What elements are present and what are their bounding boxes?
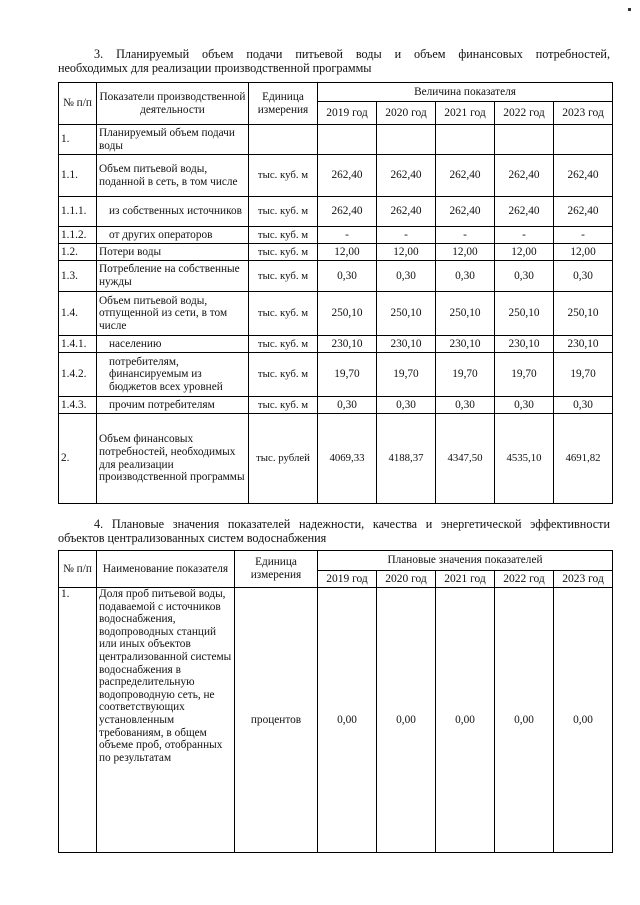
row-value: - xyxy=(318,227,377,244)
section-4-heading xyxy=(58,517,610,545)
table-row xyxy=(59,397,613,414)
row-value: 230,10 xyxy=(318,336,377,353)
table-row xyxy=(59,227,613,244)
row-num: 2. xyxy=(59,414,97,504)
row-value: 262,40 xyxy=(495,197,554,227)
row-value: 262,40 xyxy=(554,155,613,197)
row-value: 12,00 xyxy=(377,244,436,261)
row-num: 1.2. xyxy=(59,244,97,261)
row-value: 4069,33 xyxy=(318,414,377,504)
row-value xyxy=(436,125,495,155)
header-num: № п/п xyxy=(59,83,97,125)
header-year: 2023 год xyxy=(554,571,613,588)
row-value: 0,30 xyxy=(495,261,554,292)
row-name: Объем финансовых потребностей, необходимых для реализации производственной программы xyxy=(97,414,249,504)
row-value: 250,10 xyxy=(318,292,377,336)
row-unit: тыс. куб. м xyxy=(249,353,318,397)
row-num: 1.4.3. xyxy=(59,397,97,414)
header-year: 2020 год xyxy=(377,102,436,125)
table-row xyxy=(59,197,613,227)
row-value: 262,40 xyxy=(495,155,554,197)
row-value: 262,40 xyxy=(436,197,495,227)
header-year: 2022 год xyxy=(495,571,554,588)
row-num: 1.3. xyxy=(59,261,97,292)
section-3-heading xyxy=(58,47,610,75)
header-unit: Единица измерения xyxy=(249,83,318,125)
row-value: 0,30 xyxy=(495,397,554,414)
row-value: 230,10 xyxy=(436,336,495,353)
row-value: - xyxy=(436,227,495,244)
table-row xyxy=(59,155,613,197)
row-value: 0,00 xyxy=(377,588,436,853)
row-value: - xyxy=(495,227,554,244)
header-year: 2022 год xyxy=(495,102,554,125)
row-value: 12,00 xyxy=(495,244,554,261)
row-value: 19,70 xyxy=(554,353,613,397)
table-row xyxy=(59,125,613,155)
row-value: 262,40 xyxy=(436,155,495,197)
header-indicator: Показатели производственной деятельности xyxy=(97,83,249,125)
row-name: Потери воды xyxy=(97,244,249,261)
row-unit: тыс. куб. м xyxy=(249,397,318,414)
row-unit: тыс. куб. м xyxy=(249,261,318,292)
header-year: 2023 год xyxy=(554,102,613,125)
row-value: 0,00 xyxy=(318,588,377,853)
row-num: 1.1.2. xyxy=(59,227,97,244)
row-value: 4691,82 xyxy=(554,414,613,504)
header-unit: Единица измерения xyxy=(235,551,318,588)
header-year: 2020 год xyxy=(377,571,436,588)
header-name: Наименование показателя xyxy=(97,551,235,588)
row-value: 12,00 xyxy=(436,244,495,261)
table-row xyxy=(59,292,613,336)
header-year: 2019 год xyxy=(318,102,377,125)
row-value: 250,10 xyxy=(436,292,495,336)
table-row xyxy=(59,261,613,292)
row-value: 4347,50 xyxy=(436,414,495,504)
row-unit: тыс. куб. м xyxy=(249,292,318,336)
row-num: 1. xyxy=(59,125,97,155)
row-value: 12,00 xyxy=(554,244,613,261)
section-4-heading-line2: объектов централизованных систем водоснабжения xyxy=(58,531,327,545)
table-row xyxy=(59,353,613,397)
row-value: 230,10 xyxy=(554,336,613,353)
row-value: 250,10 xyxy=(554,292,613,336)
row-unit: тыс. куб. м xyxy=(249,197,318,227)
row-value: 230,10 xyxy=(495,336,554,353)
row-value xyxy=(554,125,613,155)
row-value: 0,30 xyxy=(554,261,613,292)
header-year: 2019 год xyxy=(318,571,377,588)
row-name: потребителям, финансируемым из бюджетов всех уровней xyxy=(97,353,249,397)
row-value: 0,30 xyxy=(554,397,613,414)
row-unit: тыс. куб. м xyxy=(249,244,318,261)
row-value xyxy=(377,125,436,155)
row-value: 262,40 xyxy=(318,155,377,197)
row-unit: тыс. рублей xyxy=(249,414,318,504)
table-row xyxy=(59,414,613,504)
row-value: 19,70 xyxy=(436,353,495,397)
row-value: 250,10 xyxy=(495,292,554,336)
row-value: 0,30 xyxy=(318,397,377,414)
row-name: Объем питьевой воды, поданной в сеть, в том числе xyxy=(97,155,249,197)
row-value: 0,00 xyxy=(495,588,554,853)
row-value: - xyxy=(377,227,436,244)
header-num: № п/п xyxy=(59,551,97,588)
row-value: - xyxy=(554,227,613,244)
row-value: 262,40 xyxy=(554,197,613,227)
row-value: 0,00 xyxy=(554,588,613,853)
header-value-group: Величина показателя xyxy=(318,83,613,102)
row-num: 1. xyxy=(59,588,97,853)
section-4-heading-line1: 4. Плановые значения показателей надежности, качества и энергетической эффективности xyxy=(94,517,610,531)
row-value: 19,70 xyxy=(318,353,377,397)
row-value: 0,30 xyxy=(436,397,495,414)
row-name: из собственных источников xyxy=(97,197,249,227)
production-program-table xyxy=(58,82,613,504)
header-year: 2021 год xyxy=(436,571,495,588)
table-row xyxy=(59,244,613,261)
row-value: 0,30 xyxy=(318,261,377,292)
row-num: 1.4.1. xyxy=(59,336,97,353)
row-value: 262,40 xyxy=(377,155,436,197)
row-unit: тыс. куб. м xyxy=(249,155,318,197)
row-value: 0,30 xyxy=(377,261,436,292)
row-value: 262,40 xyxy=(318,197,377,227)
row-unit: тыс. куб. м xyxy=(249,227,318,244)
section-3-heading-line2: необходимых для реализации производственной программы xyxy=(58,61,372,75)
row-value: 4535,10 xyxy=(495,414,554,504)
row-name: населению xyxy=(97,336,249,353)
row-value: 19,70 xyxy=(377,353,436,397)
header-value-group: Плановые значения показателей xyxy=(318,551,613,571)
header-year: 2021 год xyxy=(436,102,495,125)
row-value: 250,10 xyxy=(377,292,436,336)
row-value xyxy=(495,125,554,155)
section-3-heading-line1: 3. Планируемый объем подачи питьевой воды и объем финансовых потребностей, xyxy=(94,47,610,61)
row-unit xyxy=(249,125,318,155)
row-value xyxy=(318,125,377,155)
row-value: 262,40 xyxy=(377,197,436,227)
row-value: 19,70 xyxy=(495,353,554,397)
row-name: Планируемый объем подачи воды xyxy=(97,125,249,155)
row-num: 1.4.2. xyxy=(59,353,97,397)
row-value: 0,30 xyxy=(436,261,495,292)
row-num: 1.4. xyxy=(59,292,97,336)
row-value: 0,00 xyxy=(436,588,495,853)
row-name: Доля проб питьевой воды, подаваемой с источников водоснабжения, водопроводных станций или иных объектов централизованной системы водоснабжения в распределительную водопроводную сеть, не соответствующих установленным требованиям, в общем объеме проб, отобранных по результатам xyxy=(97,588,235,853)
row-num: 1.1.1. xyxy=(59,197,97,227)
row-value: 4188,37 xyxy=(377,414,436,504)
row-value: 230,10 xyxy=(377,336,436,353)
row-name: от других операторов xyxy=(97,227,249,244)
row-name: прочим потребителям xyxy=(97,397,249,414)
table-row xyxy=(59,336,613,353)
row-value: 0,30 xyxy=(377,397,436,414)
row-num: 1.1. xyxy=(59,155,97,197)
page-mark xyxy=(628,8,631,11)
row-name: Потребление на собственные нужды xyxy=(97,261,249,292)
table-row xyxy=(59,588,613,853)
reliability-indicators-table xyxy=(58,550,613,853)
row-name: Объем питьевой воды, отпущенной из сети, в том числе xyxy=(97,292,249,336)
row-value: 12,00 xyxy=(318,244,377,261)
row-unit: тыс. куб. м xyxy=(249,336,318,353)
row-unit: процентов xyxy=(235,588,318,853)
